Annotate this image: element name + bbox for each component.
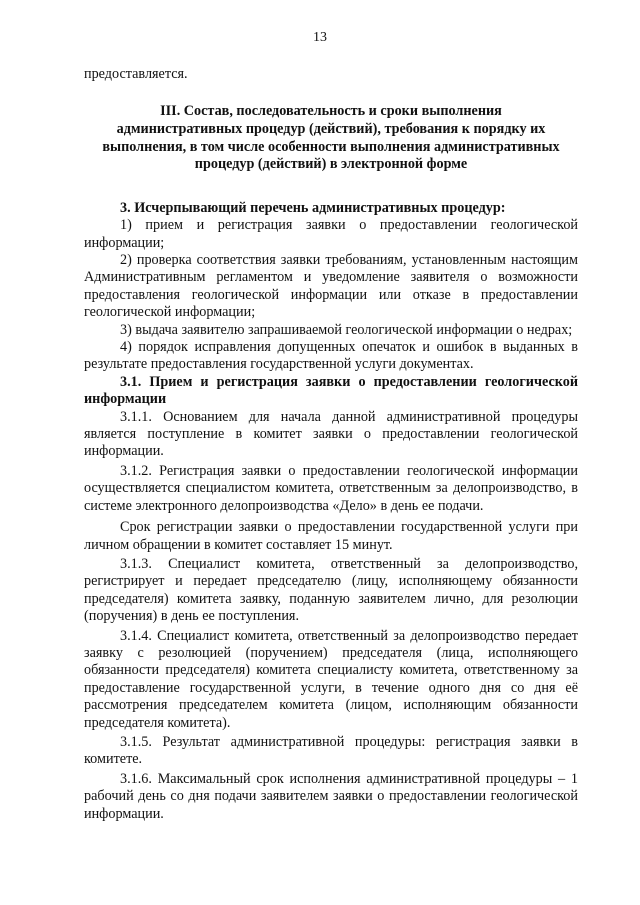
paragraph: 3.1.4. Специалист комитета, ответственный за делопроизводство передает заявку с резолюцией (поручением) председателя (лица, исполняющего обязанности председателя) комитета специалисту комитета, ответственному за предоставление государственной услуги, в течение одного дня со дня её рассмотрения председателем комитета (лицом, исполняющим обязанности председателя комитета). [84, 627, 578, 731]
page-number: 13 [313, 30, 327, 45]
list-item: 2) проверка соответствия заявки требованиям, установленным настоящим Административным регламентом и уведомление заявителя о возможности предоставления геологической информации или отказе в предоставлении геологической информации; [84, 252, 578, 321]
subsection-heading: 3.1. Прием и регистрация заявки о предоставлении геологической информации [84, 373, 578, 408]
paragraph: Срок регистрации заявки о предоставлении государственной услуги при личном обращении в комитет составляет 15 минут. [84, 519, 578, 553]
list-item: 3) выдача заявителю запрашиваемой геологической информации о недрах; [120, 321, 573, 338]
list-item: 4) порядок исправления допущенных опечаток и ошибок в выданных в результате предоставления государственной услуги документах. [84, 339, 578, 373]
list-item: 1) прием и регистрация заявки о предоставлении геологической информации; [84, 217, 578, 251]
carry-over-line: предоставляется. [84, 66, 188, 82]
paragraph: 3.1.2. Регистрация заявки о предоставлении геологической информации осуществляется специалистом комитета, ответственным за делопроизводство, в системе электронного делопроизводства «Дело» в день ее подачи. [84, 462, 578, 514]
procedures-list-heading: 3. Исчерпывающий перечень административных процедур: [120, 199, 506, 216]
section-heading: III. Состав, последовательность и сроки выполнения административных процедур (действий), требования к порядку их выполнения, в том числе особенности выполнения административных процедур (действий) в электронной форме [102, 103, 560, 173]
paragraph: 3.1.1. Основанием для начала данной административной процедуры является поступление в комитет заявки о предоставлении геологической информации. [84, 408, 578, 460]
paragraph: 3.1.3. Специалист комитета, ответственный за делопроизводство, регистрирует и передает председателю (лицу, исполняющему обязанности председателя) комитета заявку, поданную заявителем лично, для резолюции (поручения) в день ее поступления. [84, 555, 578, 625]
paragraph: 3.1.5. Результат административной процедуры: регистрация заявки в комитете. [84, 733, 578, 768]
paragraph: 3.1.6. Максимальный срок исполнения административной процедуры – 1 рабочий день со дня подачи заявителем заявки о предоставлении геологической информации. [84, 770, 578, 822]
document-body [84, 66, 578, 823]
